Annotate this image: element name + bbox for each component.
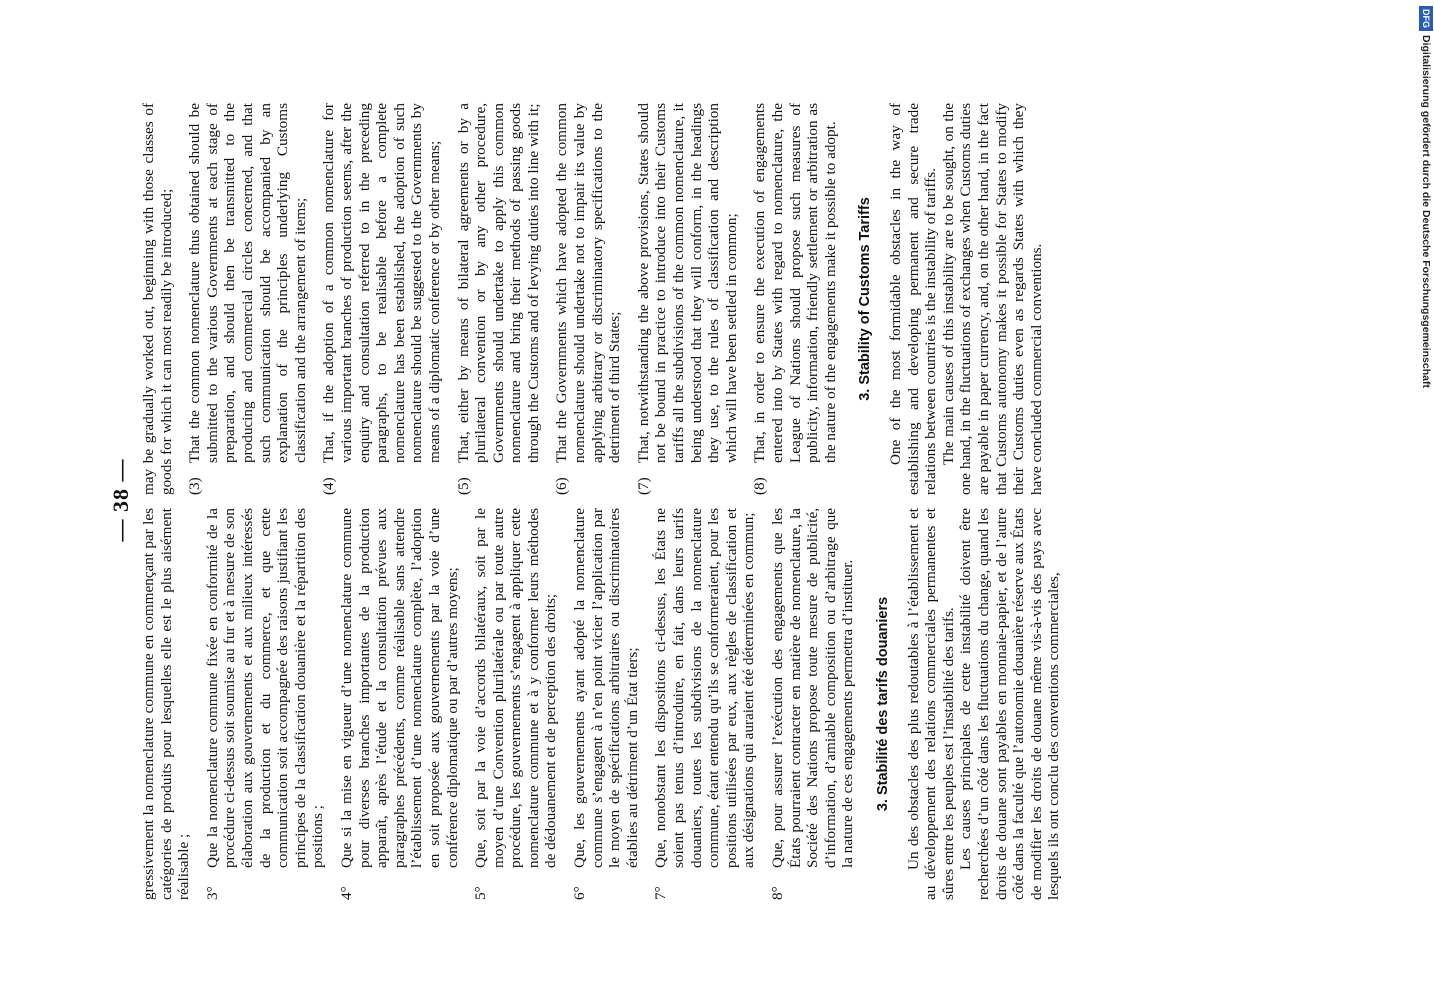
english-paragraph: The main causes of this instability are to be sought, on the one hand, in the fluctuations of exchanges when Customs duties are payable in paper currency, and, on the other hand, in the fact that Customs autonomy makes it possible for States to modify their Customs duties even as regards States with which they have concluded commercial conventions. [939,103,1045,495]
item-number: 7° [652,886,670,900]
english-item-7 [635,103,741,495]
item-number: 4° [337,886,355,900]
item-number: (6) [553,477,571,495]
english-lead-text: may be gradually worked out, beginning with those classes of goods for which it can most readily be introduced; [140,103,175,495]
french-item-5 [472,508,560,900]
item-text: Que, soit par la voie d’accords bilatéraux, soit par le moyen d’une Convention plurilatérale ou par toute autre procédure, les gouvernements s’engagent à appliquer cette nomenclature commune et à y conformer leurs méthodes de dédouanement et de perception des droits; [472,508,560,868]
french-column [140,508,1063,900]
item-text: Que, les gouvernements ayant adopté la nomenclature commune s’engagent à n’en point vicier l’application par le moyen de spécifications arbitraires ou discriminatoires établies au détriment d’un État tiers; [571,508,641,868]
item-number: (8) [751,477,769,495]
item-text: That, if the adoption of a common nomenclature for various important branches of production seems, after the enquiry and consultation referred to in the preceding paragraphs, to be realisable before a complete nomenclature has been established, the adoption of such nomenclature should be suggested to the Governments by means of a diplomatic conference or by other means; [320,103,443,463]
item-text: That, in order to ensure the execution of engagements entered into by States with regard to nomenclature, the League of Nations should propose such measures of publicity, information, friendly settlement or arbitration as the nature of the engagements make it possible to adopt. [751,103,839,463]
english-item-3 [186,103,309,495]
french-item-6 [571,508,641,900]
english-item-8 [751,103,839,495]
item-text: That the common nomenclature thus obtained should be submitted to the various Governments at each stage of preparation, and should then be transmitted to the producing and commercial circles concerned, and that such communication should be accompanied by an explanation of the principles underlying Customs classification and the arrangement of items; [186,103,309,463]
item-number: 6° [571,886,589,900]
item-text: That the Governments which have adopted the common nomenclature should undertake not to impair its value by applying arbitrary or discriminatory specifications to the detriment of third States; [553,103,624,463]
french-item-3 [204,508,327,900]
digitization-sidebar [1419,6,1433,396]
item-number: 3° [203,886,221,900]
digitization-notice [1419,6,1433,396]
english-item-6 [553,103,623,495]
english-paragraph: One of the most formidable obstacles in the way of establishing and developing permanent and secure trade relations between countries is the instability of tariffs. [886,103,940,495]
item-number: (5) [454,477,472,495]
item-number: 5° [472,886,490,900]
english-item-5 [455,103,543,495]
english-column [140,103,1045,495]
funding-notice-text: Digitalisierung gefördert durch die Deutsche Forschungsgemeinschaft [1420,35,1432,388]
item-text: Que si la mise en vigueur d’une nomenclature commune pour diverses branches importantes de la production apparaît, après l’étude et la consultation prévues aux paragraphes précédents, comme réalisable sans attendre l’établissement d’une nomenclature complète, l’adoption en soit proposée aux gouvernements par la voie d’une conférence diplomatique ou par d’autres moyens; [337,508,461,868]
french-item-8 [769,508,857,900]
item-text: Que la nomenclature commune fixée en conformité de la procédure ci-dessus soit soumise au fur et à mesure de son élaboration aux gouvernements et aux milieux intéressés de la production et du commerce, et que cette communication soit accompagnée des raisons justifiant les principes de la classification douanière et la répartition des positions ; [203,508,327,868]
french-paragraph: Les causes principales de cette instabilité doivent être recherchées d’un côté dans les fluctuations du change, quand les droits de douane sont payables en monnaie-papier, et de l’autre côté dans la faculté que l’autonomie douanière réserve aux États de modifier les droits de douane même vis-à-vis des pays avec lesquels ils ont conclu des conventions commerciales, [957,508,1063,900]
item-text: That, notwithstanding the above provisions, States should not be bound in practice to introduce into their Customs tariffs all the subdivisions of the common nomenclature, it being understood that they will conform, in the headings they use, to the rules of classification and description which will have been settled in common; [634,103,740,463]
french-item-4 [338,508,461,900]
item-text: Que, pour assurer l’exécution des engagements que les États pourraient contracter en matière de nomenclature, la Société des Nations propose toute mesure de publicité, d’information, d’amiable composition ou d’arbitrage que la nature de ces engagements permettra d’instituer. [769,508,857,868]
page-number: — 38 — [108,458,133,542]
item-number: (4) [320,477,338,495]
english-item-4 [320,103,443,495]
item-text: That, either by means of bilateral agreements or by a plurilateral convention or by any other procedure, Governments should undertake to apply this common nomenclature and bring their methods of passing goods through the Customs and of levying duties into line with it; [454,103,542,463]
item-number: 8° [769,886,786,900]
dfg-logo: DFG [1419,6,1433,31]
french-section-title: 3. Stabilité des tarifs douaniers [874,596,891,812]
item-number: (3) [186,477,204,495]
french-lead-text: gressivement la nomenclature commune en commençant par les catégories de produits pour lesquelles elle est le plus aisément réalisable ; [140,508,193,900]
french-item-7 [652,508,758,900]
french-paragraph: Un des obstacles des plus redoutables à l’établissement et au développement des relations commerciales permanentes et sûres entre les peuples est l’instabilité des tarifs. [904,508,957,900]
item-number: (7) [634,477,652,495]
item-text: Que, nonobstant les dispositions ci-dessus, les États ne soient pas tenus d’introduire, en fait, dans leurs tarifs douaniers, toutes les subdivisions de la nomenclature commune, étant entendu qu’ils se conformeraient, pour les positions utilisées par eux, aux règles de classification et aux désignations qui auraient été déterminées en commun; [652,508,758,868]
english-section-title: 3. Stability of Customs Tariffs [857,197,874,401]
